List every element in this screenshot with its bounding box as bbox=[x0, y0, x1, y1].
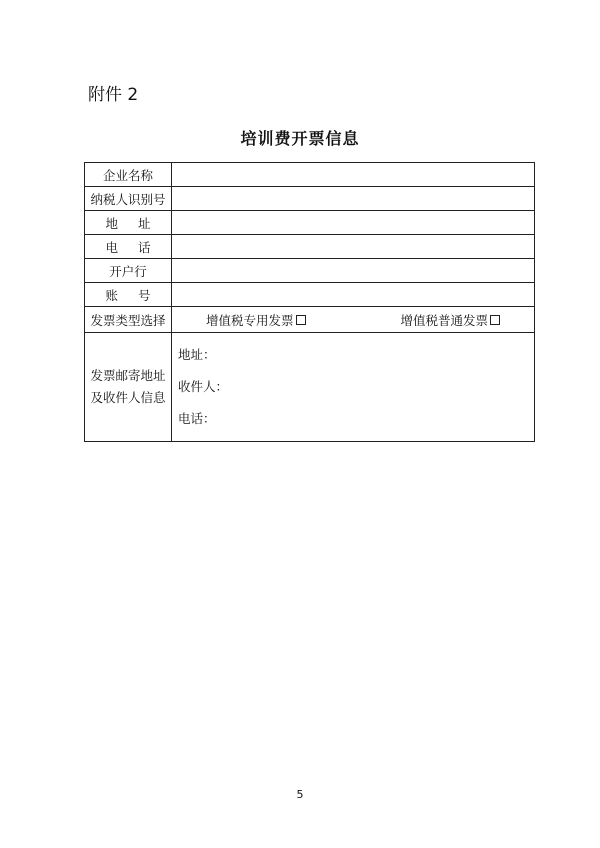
invoice-info-table bbox=[84, 162, 535, 442]
phone-field[interactable] bbox=[172, 235, 535, 259]
special-invoice-option[interactable] bbox=[206, 311, 306, 329]
phone-label: 电 话 bbox=[85, 235, 172, 259]
taxpayer-id-field[interactable] bbox=[172, 187, 535, 211]
mailing-address-label: 地址： bbox=[178, 347, 216, 362]
table-row bbox=[85, 235, 535, 259]
table-row bbox=[85, 163, 535, 187]
invoice-type-label: 发票类型选择 bbox=[85, 307, 172, 333]
mailing-info-field[interactable] bbox=[172, 333, 535, 442]
special-invoice-checkbox[interactable] bbox=[296, 315, 306, 325]
special-invoice-text: 增值税专用发票 bbox=[206, 312, 294, 328]
company-name-field[interactable] bbox=[172, 163, 535, 187]
invoice-type-options bbox=[172, 307, 535, 333]
company-name-label: 企业名称 bbox=[85, 163, 172, 187]
table-row bbox=[85, 283, 535, 307]
table-row bbox=[85, 187, 535, 211]
address-label: 地 址 bbox=[85, 211, 172, 235]
mailing-recipient-label: 收件人： bbox=[178, 379, 229, 394]
address-field[interactable] bbox=[172, 211, 535, 235]
page-number: 5 bbox=[296, 788, 304, 801]
mailing-phone-label: 电话： bbox=[178, 411, 216, 426]
normal-invoice-text: 增值税普通发票 bbox=[400, 312, 488, 328]
account-label: 账 号 bbox=[85, 283, 172, 307]
table-row bbox=[85, 333, 535, 442]
table-row bbox=[85, 307, 535, 333]
taxpayer-id-label: 纳税人识别号 bbox=[85, 187, 172, 211]
form-title: 培训费开票信息 bbox=[240, 129, 360, 148]
account-field[interactable] bbox=[172, 283, 535, 307]
bank-field[interactable] bbox=[172, 259, 535, 283]
mailing-label-line2: 及收件人信息 bbox=[90, 390, 166, 405]
normal-invoice-option[interactable] bbox=[400, 311, 500, 329]
normal-invoice-checkbox[interactable] bbox=[490, 315, 500, 325]
table-row bbox=[85, 259, 535, 283]
table-row bbox=[85, 211, 535, 235]
bank-label: 开户行 bbox=[85, 259, 172, 283]
attachment-label: 附件 2 bbox=[88, 85, 139, 105]
mailing-label-line1: 发票邮寄地址 bbox=[90, 368, 166, 383]
mailing-info-label bbox=[85, 333, 172, 442]
